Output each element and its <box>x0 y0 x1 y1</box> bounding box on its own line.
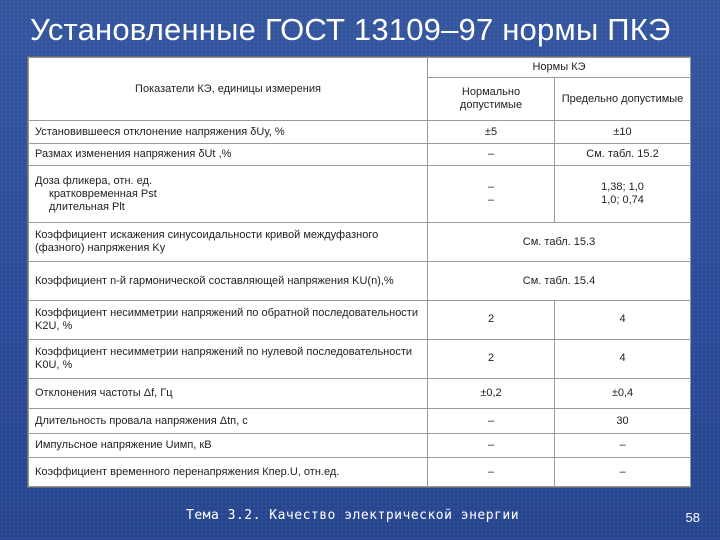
row-param: Доза фликера, отн. ед. <box>35 174 153 187</box>
row-max: См. табл. 15.2 <box>555 143 691 165</box>
row-param: Отклонения частоты Δf, Гц <box>29 378 428 409</box>
table-row <box>29 262 691 301</box>
table-row <box>29 301 691 340</box>
footer-topic: Тема 3.2. Качество электрической энергии <box>186 508 520 523</box>
row-max: 4 <box>555 339 691 378</box>
table-row <box>29 458 691 487</box>
norms-table <box>27 56 691 488</box>
header-norms: Нормы КЭ <box>428 58 691 78</box>
row-normal <box>428 166 555 223</box>
row-max: ±0,4 <box>555 378 691 409</box>
row-normal-value: – <box>487 181 495 194</box>
row-merged: См. табл. 15.3 <box>428 223 691 262</box>
row-normal: 2 <box>428 339 555 378</box>
row-param: Коэффициент несимметрии напряжений по обратной последовательности K2U, % <box>29 301 428 340</box>
row-param: Размах изменения напряжения δUt ,% <box>29 143 428 165</box>
row-param: Коэффициент несимметрии напряжений по нулевой последовательности K0U, % <box>29 339 428 378</box>
row-param-flicker <box>29 166 428 223</box>
table-row <box>29 223 691 262</box>
table-row <box>29 121 691 143</box>
row-merged: См. табл. 15.4 <box>428 262 691 301</box>
row-param: Установившееся отклонение напряжения δUу, % <box>29 121 428 143</box>
row-param: Коэффициент временного перенапряжения Кпер.U, отн.ед. <box>29 458 428 487</box>
page-number: 58 <box>685 510 700 525</box>
row-max: ±10 <box>555 121 691 143</box>
row-normal: – <box>428 409 555 434</box>
row-param: Коэффициент n-й гармонической составляющей напряжения KU(n),% <box>29 262 428 301</box>
row-normal: 2 <box>428 301 555 340</box>
row-param: Коэффициент искажения синусоидальности кривой междуфазного (фазного) напряжения Kу <box>29 223 428 262</box>
norms-table-grid <box>28 57 691 487</box>
row-subparam: длительная Plt <box>49 200 125 213</box>
row-param: Длительность провала напряжения Δtп, с <box>29 409 428 434</box>
slide-title: Установленные ГОСТ 13109–97 нормы ПКЭ <box>30 12 671 47</box>
row-normal-value: – <box>487 194 495 207</box>
row-max-value: 1,38; 1,0 <box>601 181 644 194</box>
row-normal: ±0,2 <box>428 378 555 409</box>
row-param: Импульсное напряжение Uимп, кВ <box>29 433 428 458</box>
header-normal: Нормально допустимые <box>428 78 555 121</box>
table-row <box>29 166 691 223</box>
row-max: – <box>555 433 691 458</box>
row-max: – <box>555 458 691 487</box>
row-max: 4 <box>555 301 691 340</box>
table-row <box>29 433 691 458</box>
header-max: Предельно допустимые <box>555 78 691 121</box>
table-row <box>29 409 691 434</box>
row-subparam: кратковременная Pst <box>49 187 157 200</box>
row-normal: ±5 <box>428 121 555 143</box>
table-row <box>29 339 691 378</box>
row-max <box>555 166 691 223</box>
row-normal: – <box>428 433 555 458</box>
row-normal: – <box>428 143 555 165</box>
header-param: Показатели КЭ, единицы измерения <box>29 58 428 121</box>
row-normal: – <box>428 458 555 487</box>
row-max-value: 1,0; 0,74 <box>601 194 644 207</box>
table-row <box>29 143 691 165</box>
row-max: 30 <box>555 409 691 434</box>
table-row <box>29 378 691 409</box>
